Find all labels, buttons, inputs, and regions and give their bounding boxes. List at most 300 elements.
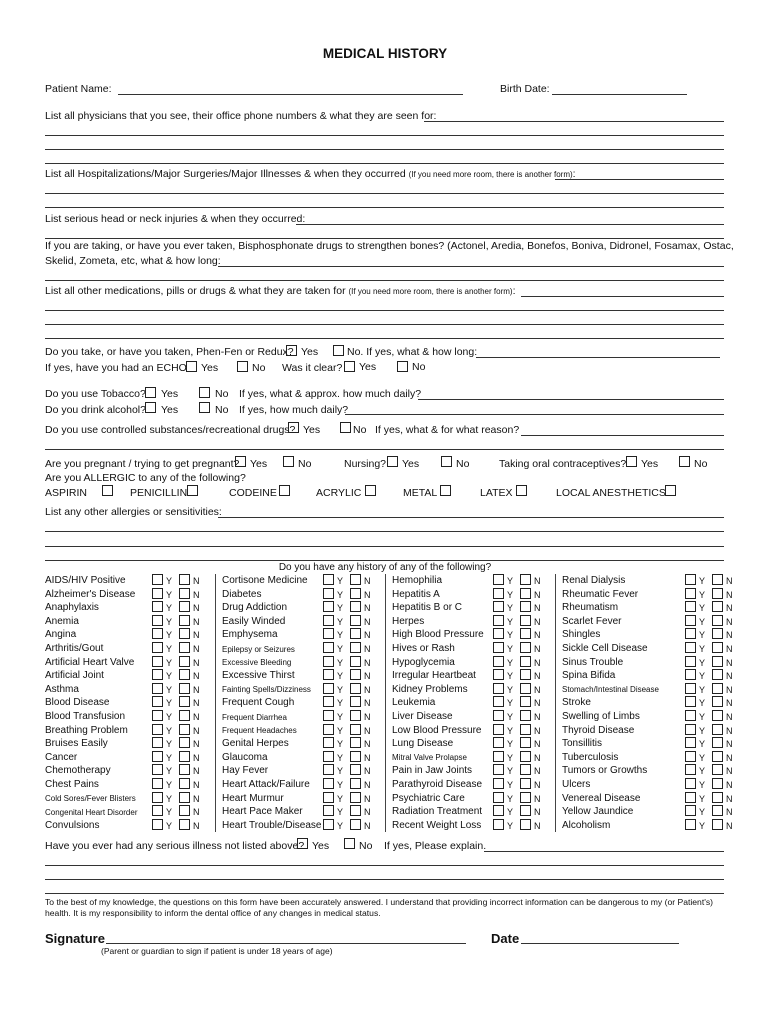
condition-yes-checkbox[interactable] (323, 696, 334, 707)
condition-no-checkbox[interactable] (350, 819, 361, 830)
controlled-line[interactable] (45, 449, 724, 450)
condition-no-checkbox[interactable] (350, 710, 361, 721)
condition-yes-checkbox[interactable] (323, 792, 334, 803)
condition-yes-checkbox[interactable] (685, 819, 696, 830)
condition-no-checkbox[interactable] (350, 792, 361, 803)
condition-label: Venereal Disease (562, 792, 641, 804)
condition-yes-checkbox[interactable] (493, 588, 504, 599)
condition-yes-checkbox[interactable] (152, 792, 163, 803)
condition-no-checkbox[interactable] (179, 683, 190, 694)
pregnant-yes-label: Yes (250, 458, 268, 470)
condition-no-label: N (534, 657, 541, 668)
condition-yes-checkbox[interactable] (323, 683, 334, 694)
condition-no-checkbox[interactable] (712, 778, 723, 789)
allergen-penicillin-checkbox[interactable] (187, 485, 198, 496)
condition-no-checkbox[interactable] (350, 656, 361, 667)
medications-line[interactable] (45, 324, 724, 325)
alcohol-detail-field[interactable] (345, 414, 724, 415)
condition-label: Ulcers (562, 779, 591, 790)
condition-no-checkbox[interactable] (712, 737, 723, 748)
condition-yes-checkbox[interactable] (323, 819, 334, 830)
condition-no-checkbox[interactable] (520, 615, 531, 626)
condition-no-label: N (726, 589, 733, 600)
hospitalizations-field[interactable] (555, 179, 724, 180)
condition-no-checkbox[interactable] (350, 669, 361, 680)
condition-no-checkbox[interactable] (179, 764, 190, 775)
condition-yes-checkbox[interactable] (323, 737, 334, 748)
condition-yes-checkbox[interactable] (323, 642, 334, 653)
hospitalizations-line[interactable] (45, 193, 724, 194)
phenfen-no-checkbox[interactable] (333, 345, 344, 356)
condition-no-checkbox[interactable] (520, 588, 531, 599)
condition-no-checkbox[interactable] (520, 601, 531, 612)
condition-no-checkbox[interactable] (350, 642, 361, 653)
echo-clear-yes-checkbox[interactable] (344, 361, 355, 372)
condition-no-checkbox[interactable] (712, 628, 723, 639)
condition-yes-checkbox[interactable] (493, 737, 504, 748)
condition-no-label: N (534, 807, 541, 818)
serious-illness-line[interactable] (45, 879, 724, 880)
condition-yes-label: Y (699, 820, 706, 831)
condition-no-label: N (364, 712, 371, 722)
condition-yes-checkbox[interactable] (685, 792, 696, 803)
alcohol-no-checkbox[interactable] (199, 402, 210, 413)
condition-yes-checkbox[interactable] (323, 601, 334, 612)
condition-yes-label: Y (507, 793, 514, 804)
condition-no-checkbox[interactable] (712, 615, 723, 626)
condition-yes-checkbox[interactable] (152, 751, 163, 762)
medications-field[interactable] (521, 296, 724, 297)
condition-no-checkbox[interactable] (520, 751, 531, 762)
allergen-penicillin: PENICILLIN (130, 487, 188, 499)
condition-no-label: N (726, 698, 733, 709)
serious-illness-yes-checkbox[interactable] (297, 838, 308, 849)
condition-yes-checkbox[interactable] (685, 669, 696, 680)
physicians-field[interactable] (424, 121, 724, 122)
condition-no-label: N (534, 684, 541, 695)
condition-yes-checkbox[interactable] (493, 601, 504, 612)
condition-label: Sickle Cell Disease (562, 643, 648, 654)
condition-yes-checkbox[interactable] (152, 819, 163, 830)
condition-yes-checkbox[interactable] (152, 615, 163, 626)
condition-label: Artificial Joint (45, 670, 104, 682)
condition-no-label: N (726, 725, 733, 736)
patient-name-field[interactable] (118, 94, 463, 95)
tobacco-no-checkbox[interactable] (199, 387, 210, 398)
condition-label: Alcoholism (562, 819, 611, 831)
condition-yes-label: Y (507, 739, 514, 750)
condition-yes-checkbox[interactable] (152, 628, 163, 639)
contraceptives-question: Taking oral contraceptives? (499, 458, 627, 470)
bisphosphonate-line[interactable] (45, 280, 724, 281)
condition-no-checkbox[interactable] (520, 656, 531, 667)
condition-yes-label: Y (166, 766, 173, 777)
condition-yes-label: Y (166, 616, 173, 627)
condition-yes-label: Y (507, 644, 514, 654)
condition-yes-checkbox[interactable] (493, 615, 504, 626)
physicians-line[interactable] (45, 135, 724, 136)
controlled-detail-label: If yes, what & for what reason? (375, 424, 520, 436)
condition-no-checkbox[interactable] (179, 778, 190, 789)
bisphosphonate-label-2: Skelid, Zometa, etc, what & how long: (45, 255, 221, 267)
nursing-yes-label: Yes (402, 458, 420, 470)
condition-yes-label: Y (699, 603, 706, 614)
condition-no-checkbox[interactable] (350, 574, 361, 585)
condition-yes-label: Y (507, 780, 514, 790)
condition-yes-checkbox[interactable] (493, 778, 504, 789)
pregnant-no-checkbox[interactable] (283, 456, 294, 467)
condition-label: Kidney Problems (392, 683, 468, 695)
condition-no-checkbox[interactable] (350, 683, 361, 694)
condition-no-label: N (726, 644, 733, 654)
condition-yes-checkbox[interactable] (493, 628, 504, 639)
condition-yes-label: Y (507, 820, 514, 831)
condition-yes-checkbox[interactable] (685, 764, 696, 775)
condition-no-checkbox[interactable] (712, 819, 723, 830)
condition-no-checkbox[interactable] (520, 574, 531, 585)
condition-no-checkbox[interactable] (179, 805, 190, 816)
echo-clear-no-label: No (412, 361, 426, 373)
allergen-acrylic: ACRYLIC (316, 487, 362, 499)
echo-no-checkbox[interactable] (237, 361, 248, 372)
condition-no-checkbox[interactable] (712, 751, 723, 762)
condition-label: Cortisone Medicine (222, 575, 308, 586)
allergen-aspirin-checkbox[interactable] (102, 485, 113, 496)
condition-no-label: N (364, 780, 371, 790)
condition-yes-checkbox[interactable] (685, 710, 696, 721)
condition-no-checkbox[interactable] (712, 724, 723, 735)
condition-label: Excessive Bleeding (222, 658, 292, 668)
condition-yes-checkbox[interactable] (323, 805, 334, 816)
condition-label: Rheumatic Fever (562, 588, 639, 600)
allergen-latex-checkbox[interactable] (516, 485, 527, 496)
condition-yes-checkbox[interactable] (493, 710, 504, 721)
condition-no-checkbox[interactable] (179, 696, 190, 707)
condition-no-checkbox[interactable] (520, 696, 531, 707)
condition-no-checkbox[interactable] (350, 751, 361, 762)
controlled-yes-checkbox[interactable] (288, 422, 299, 433)
tobacco-detail-field[interactable] (418, 399, 724, 400)
echo-clear-yes-label: Yes (359, 361, 377, 373)
condition-label: Swelling of Limbs (562, 711, 640, 722)
condition-yes-label: Y (699, 766, 706, 777)
condition-no-checkbox[interactable] (520, 792, 531, 803)
condition-no-checkbox[interactable] (350, 615, 361, 626)
allergen-codeine-checkbox[interactable] (279, 485, 290, 496)
condition-no-label: N (534, 616, 541, 627)
date-field[interactable] (521, 943, 679, 944)
tobacco-yes-checkbox[interactable] (145, 387, 156, 398)
condition-yes-checkbox[interactable] (685, 805, 696, 816)
condition-yes-checkbox[interactable] (152, 764, 163, 775)
condition-yes-checkbox[interactable] (685, 588, 696, 599)
controlled-no-checkbox[interactable] (340, 422, 351, 433)
condition-yes-checkbox[interactable] (685, 642, 696, 653)
condition-no-checkbox[interactable] (350, 601, 361, 612)
tobacco-question: Do you use Tobacco? (45, 388, 146, 400)
nursing-no-checkbox[interactable] (441, 456, 452, 467)
condition-no-checkbox[interactable] (712, 656, 723, 667)
condition-no-checkbox[interactable] (712, 588, 723, 599)
condition-yes-checkbox[interactable] (152, 805, 163, 816)
condition-label: Congenital Heart Disorder (45, 807, 138, 817)
condition-yes-checkbox[interactable] (685, 751, 696, 762)
condition-no-label: N (726, 671, 733, 682)
other-allergies-line[interactable] (45, 546, 724, 547)
phenfen-detail-field[interactable] (476, 357, 720, 358)
condition-no-checkbox[interactable] (520, 642, 531, 653)
condition-no-checkbox[interactable] (179, 601, 190, 612)
condition-yes-checkbox[interactable] (323, 764, 334, 775)
condition-no-label: N (193, 725, 200, 736)
contraceptives-yes-checkbox[interactable] (626, 456, 637, 467)
condition-no-label: N (534, 671, 541, 682)
echo-clear-no-checkbox[interactable] (397, 361, 408, 372)
condition-yes-checkbox[interactable] (685, 724, 696, 735)
controlled-no-label: No (353, 424, 367, 436)
condition-yes-checkbox[interactable] (323, 751, 334, 762)
condition-yes-checkbox[interactable] (152, 669, 163, 680)
condition-yes-checkbox[interactable] (323, 669, 334, 680)
condition-no-checkbox[interactable] (712, 669, 723, 680)
condition-no-checkbox[interactable] (179, 628, 190, 639)
contraceptives-no-checkbox[interactable] (679, 456, 690, 467)
condition-yes-checkbox[interactable] (493, 792, 504, 803)
condition-yes-label: Y (166, 630, 173, 641)
nursing-yes-checkbox[interactable] (387, 456, 398, 467)
allergen-codeine: CODEINE (229, 487, 277, 499)
condition-label: Excessive Thirst (222, 670, 295, 682)
page-title: MEDICAL HISTORY (322, 46, 448, 61)
condition-yes-checkbox[interactable] (323, 574, 334, 585)
allergen-metal: METAL (403, 487, 438, 499)
condition-label: Yellow Jaundice (562, 806, 634, 818)
condition-yes-checkbox[interactable] (685, 601, 696, 612)
condition-yes-checkbox[interactable] (493, 574, 504, 585)
condition-no-checkbox[interactable] (520, 683, 531, 694)
condition-yes-checkbox[interactable] (685, 628, 696, 639)
condition-no-checkbox[interactable] (179, 588, 190, 599)
condition-no-checkbox[interactable] (520, 764, 531, 775)
condition-yes-checkbox[interactable] (685, 737, 696, 748)
condition-yes-checkbox[interactable] (152, 656, 163, 667)
condition-no-checkbox[interactable] (712, 805, 723, 816)
condition-no-label: N (726, 739, 733, 750)
condition-yes-label: Y (507, 616, 514, 627)
condition-no-checkbox[interactable] (179, 724, 190, 735)
other-allergies-field[interactable] (218, 517, 724, 518)
condition-label: Anemia (45, 615, 79, 627)
condition-no-checkbox[interactable] (350, 764, 361, 775)
echo-question: If yes, have you had an ECHO (45, 362, 187, 374)
condition-no-checkbox[interactable] (712, 792, 723, 803)
condition-yes-label: Y (337, 576, 344, 586)
condition-yes-checkbox[interactable] (685, 696, 696, 707)
condition-yes-checkbox[interactable] (493, 751, 504, 762)
condition-yes-label: Y (699, 616, 706, 627)
condition-no-label: N (193, 630, 200, 641)
condition-yes-checkbox[interactable] (493, 764, 504, 775)
pregnant-yes-checkbox[interactable] (235, 456, 246, 467)
condition-no-checkbox[interactable] (350, 628, 361, 639)
condition-no-checkbox[interactable] (350, 724, 361, 735)
bisphosphonate-field[interactable] (218, 266, 724, 267)
other-allergies-line[interactable] (45, 560, 724, 561)
serious-illness-line[interactable] (45, 893, 724, 894)
tobacco-yes-label: Yes (161, 388, 179, 400)
condition-no-checkbox[interactable] (350, 778, 361, 789)
phenfen-yes-checkbox[interactable] (286, 345, 297, 356)
medications-line[interactable] (45, 338, 724, 339)
condition-no-checkbox[interactable] (179, 737, 190, 748)
condition-no-checkbox[interactable] (520, 778, 531, 789)
condition-yes-checkbox[interactable] (152, 696, 163, 707)
condition-yes-checkbox[interactable] (152, 588, 163, 599)
condition-yes-checkbox[interactable] (152, 683, 163, 694)
condition-no-checkbox[interactable] (350, 737, 361, 748)
condition-label: Sinus Trouble (562, 656, 624, 668)
condition-yes-checkbox[interactable] (152, 642, 163, 653)
condition-no-checkbox[interactable] (712, 601, 723, 612)
condition-yes-checkbox[interactable] (685, 574, 696, 585)
condition-no-checkbox[interactable] (712, 710, 723, 721)
condition-yes-checkbox[interactable] (685, 778, 696, 789)
serious-illness-no-checkbox[interactable] (344, 838, 355, 849)
condition-yes-label: Y (166, 739, 173, 750)
condition-yes-label: Y (337, 780, 344, 790)
condition-no-checkbox[interactable] (520, 737, 531, 748)
condition-no-checkbox[interactable] (712, 764, 723, 775)
condition-no-checkbox[interactable] (179, 642, 190, 653)
condition-no-checkbox[interactable] (712, 683, 723, 694)
condition-yes-label: Y (507, 684, 514, 695)
condition-label: Thyroid Disease (562, 724, 635, 736)
condition-yes-checkbox[interactable] (493, 669, 504, 680)
condition-label: Frequent Cough (222, 697, 295, 709)
condition-yes-checkbox[interactable] (493, 642, 504, 653)
condition-no-checkbox[interactable] (712, 642, 723, 653)
condition-label: Hypoglycemia (392, 656, 455, 668)
condition-no-checkbox[interactable] (712, 574, 723, 585)
condition-no-checkbox[interactable] (179, 615, 190, 626)
hospitalizations-line[interactable] (45, 207, 724, 208)
condition-no-checkbox[interactable] (520, 710, 531, 721)
condition-yes-checkbox[interactable] (152, 724, 163, 735)
condition-yes-checkbox[interactable] (323, 778, 334, 789)
condition-no-checkbox[interactable] (179, 819, 190, 830)
echo-yes-checkbox[interactable] (186, 361, 197, 372)
condition-yes-checkbox[interactable] (323, 615, 334, 626)
condition-no-checkbox[interactable] (350, 696, 361, 707)
condition-yes-checkbox[interactable] (152, 574, 163, 585)
condition-yes-checkbox[interactable] (323, 588, 334, 599)
condition-yes-label: Y (337, 616, 344, 627)
alcohol-yes-checkbox[interactable] (145, 402, 156, 413)
condition-yes-checkbox[interactable] (493, 696, 504, 707)
condition-no-label: N (534, 603, 541, 614)
serious-illness-line[interactable] (45, 865, 724, 866)
birth-date-field[interactable] (552, 94, 687, 95)
alcohol-no-label: No (215, 404, 229, 416)
condition-no-checkbox[interactable] (520, 724, 531, 735)
condition-yes-label: Y (699, 630, 706, 641)
condition-yes-checkbox[interactable] (323, 724, 334, 735)
condition-no-checkbox[interactable] (179, 656, 190, 667)
medications-line[interactable] (45, 310, 724, 311)
condition-yes-checkbox[interactable] (493, 656, 504, 667)
condition-yes-label: Y (699, 712, 706, 722)
signature-field[interactable] (106, 943, 466, 944)
condition-yes-label: Y (166, 712, 173, 722)
condition-yes-checkbox[interactable] (685, 656, 696, 667)
condition-yes-checkbox[interactable] (323, 628, 334, 639)
physicians-line[interactable] (45, 163, 724, 164)
condition-yes-checkbox[interactable] (323, 656, 334, 667)
condition-no-checkbox[interactable] (179, 710, 190, 721)
condition-yes-checkbox[interactable] (493, 683, 504, 694)
condition-yes-checkbox[interactable] (152, 710, 163, 721)
condition-yes-checkbox[interactable] (152, 601, 163, 612)
serious-illness-field[interactable] (484, 851, 724, 852)
condition-label: Herpes (392, 615, 425, 627)
condition-yes-label: Y (699, 780, 706, 790)
condition-yes-label: Y (337, 712, 344, 722)
condition-label: Blood Disease (45, 697, 110, 709)
condition-yes-label: Y (507, 657, 514, 668)
condition-no-checkbox[interactable] (520, 805, 531, 816)
other-allergies-line[interactable] (45, 531, 724, 532)
condition-yes-label: Y (166, 725, 173, 736)
condition-yes-checkbox[interactable] (323, 710, 334, 721)
condition-yes-checkbox[interactable] (493, 819, 504, 830)
condition-no-checkbox[interactable] (179, 751, 190, 762)
condition-no-checkbox[interactable] (520, 628, 531, 639)
condition-yes-label: Y (166, 671, 173, 682)
condition-no-label: N (534, 589, 541, 600)
condition-no-label: N (364, 603, 371, 614)
condition-no-label: N (364, 820, 371, 831)
injuries-line[interactable] (45, 238, 724, 239)
allergen-acrylic-checkbox[interactable] (365, 485, 376, 496)
allergen-metal-checkbox[interactable] (440, 485, 451, 496)
condition-yes-label: Y (166, 603, 173, 614)
condition-label: Radiation Treatment (392, 806, 483, 818)
controlled-detail-field[interactable] (521, 435, 724, 436)
condition-no-label: N (726, 793, 733, 804)
condition-no-checkbox[interactable] (712, 696, 723, 707)
condition-no-checkbox[interactable] (179, 669, 190, 680)
condition-no-checkbox[interactable] (520, 669, 531, 680)
condition-no-label: N (534, 739, 541, 750)
condition-no-checkbox[interactable] (350, 805, 361, 816)
condition-no-checkbox[interactable] (179, 574, 190, 585)
column-divider (385, 574, 386, 832)
condition-no-checkbox[interactable] (350, 588, 361, 599)
condition-yes-checkbox[interactable] (493, 805, 504, 816)
condition-no-checkbox[interactable] (179, 792, 190, 803)
physicians-line[interactable] (45, 149, 724, 150)
condition-yes-checkbox[interactable] (685, 615, 696, 626)
condition-label: Pain in Jaw Joints (392, 765, 473, 777)
condition-yes-checkbox[interactable] (685, 683, 696, 694)
injuries-field[interactable] (296, 224, 724, 225)
condition-no-label: N (726, 616, 733, 627)
condition-no-checkbox[interactable] (520, 819, 531, 830)
condition-yes-checkbox[interactable] (152, 737, 163, 748)
allergen-local-anesthetics-checkbox[interactable] (665, 485, 676, 496)
condition-yes-checkbox[interactable] (152, 778, 163, 789)
condition-yes-checkbox[interactable] (493, 724, 504, 735)
